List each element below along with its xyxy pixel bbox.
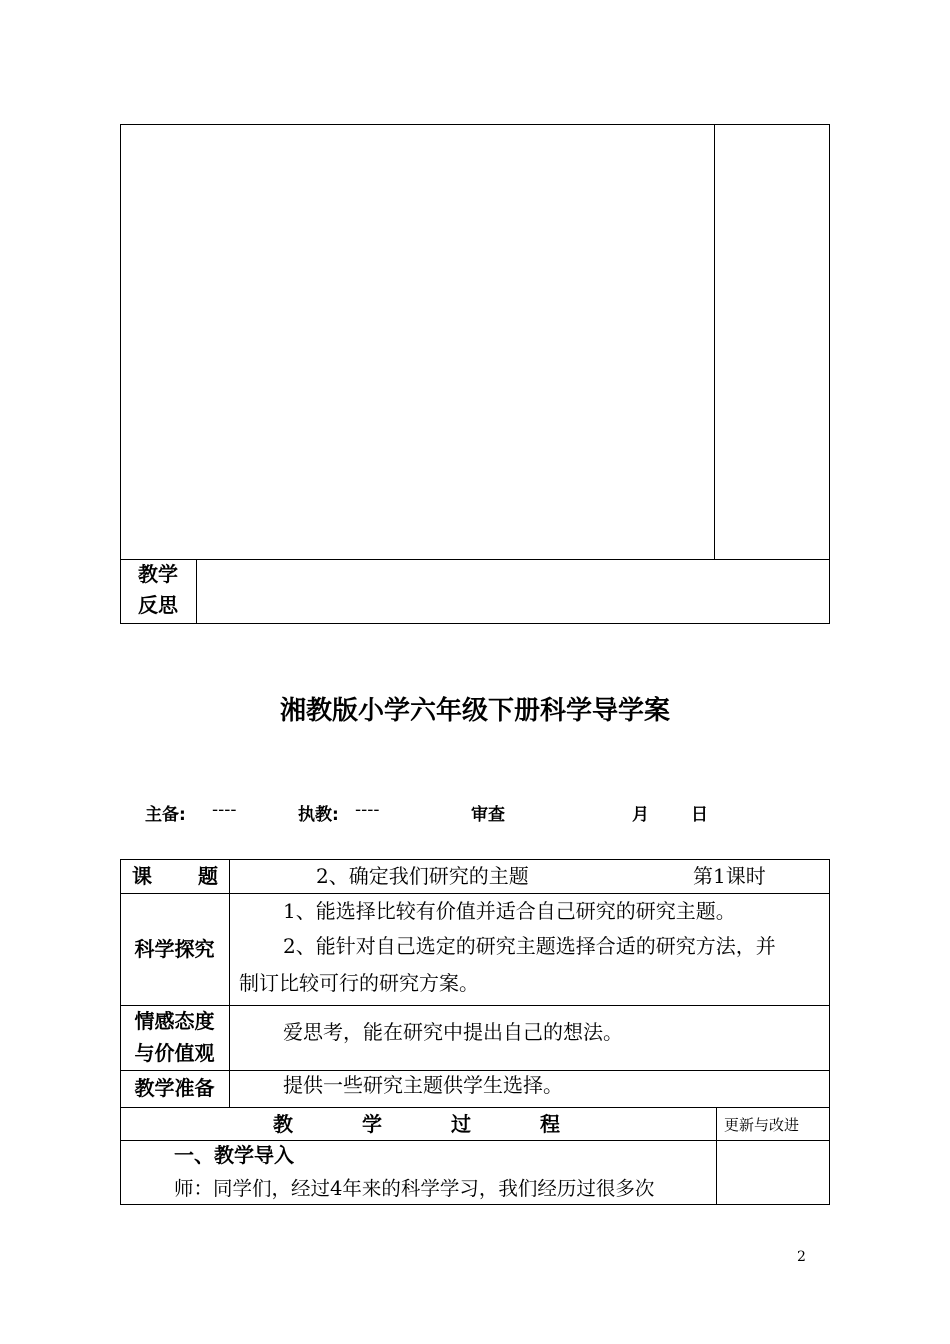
inquiry-line2: 2、能针对自己选定的研究主题选择合适的研究方法，并: [283, 934, 776, 958]
reflection-label: [120, 559, 196, 621]
process-char-3: 过: [451, 1112, 471, 1136]
reflection-label-line1: 教学: [138, 562, 178, 586]
row-line-4: [120, 1107, 830, 1108]
prep-value: 提供一些研究主题供学生选择。: [283, 1073, 563, 1097]
inquiry-line3: 制订比较可行的研究方案。: [239, 971, 479, 995]
top-table-divider-h: [120, 559, 830, 560]
prep-label: 教学准备: [134, 1076, 215, 1100]
page-number: 2: [797, 1249, 806, 1265]
topic-value: 2、确定我们研究的主题: [316, 864, 529, 888]
month-label: 月: [632, 805, 649, 825]
emotion-label: [120, 1005, 229, 1069]
process-char-4: 程: [540, 1112, 560, 1136]
inquiry-label: 科学探究: [134, 937, 215, 961]
page-title: 湘教版小学六年级下册科学导学案: [279, 696, 670, 726]
update-col-divider: [716, 1107, 717, 1205]
zhijiao-value: ----: [355, 800, 380, 820]
zhijiao-label: 执教:: [298, 805, 339, 825]
emotion-label-line1: 情感态度: [134, 1009, 215, 1033]
shencha-label: 审查: [471, 805, 505, 825]
process-char-2: 学: [362, 1112, 382, 1136]
section1-heading: 一、教学导入: [174, 1143, 294, 1167]
section1-text: 师：同学们，经过4年来的科学学习，我们经历过很多次: [174, 1177, 655, 1200]
topic-label-1: 课: [132, 864, 152, 888]
emotion-value: 爱思考，能在研究中提出自己的想法。: [283, 1020, 623, 1044]
reflection-divider: [196, 559, 197, 624]
reflection-label-line2: 反思: [138, 593, 178, 617]
top-table: [120, 124, 830, 624]
top-table-divider-v: [714, 124, 715, 560]
meta-line: [0, 800, 950, 824]
label-col-divider: [229, 859, 230, 1107]
inquiry-line1: 1、能选择比较有价值并适合自己研究的研究主题。: [283, 899, 736, 923]
zhubei-label: 主备:: [145, 805, 186, 825]
emotion-label-line2: 与价值观: [134, 1041, 215, 1065]
update-label: 更新与改进: [724, 1116, 800, 1134]
zhubei-value: ----: [212, 800, 237, 820]
day-label: 日: [691, 805, 708, 825]
process-char-1: 教: [273, 1112, 293, 1136]
topic-label-2: 题: [198, 864, 218, 888]
lesson-period: 第1课时: [693, 864, 766, 888]
